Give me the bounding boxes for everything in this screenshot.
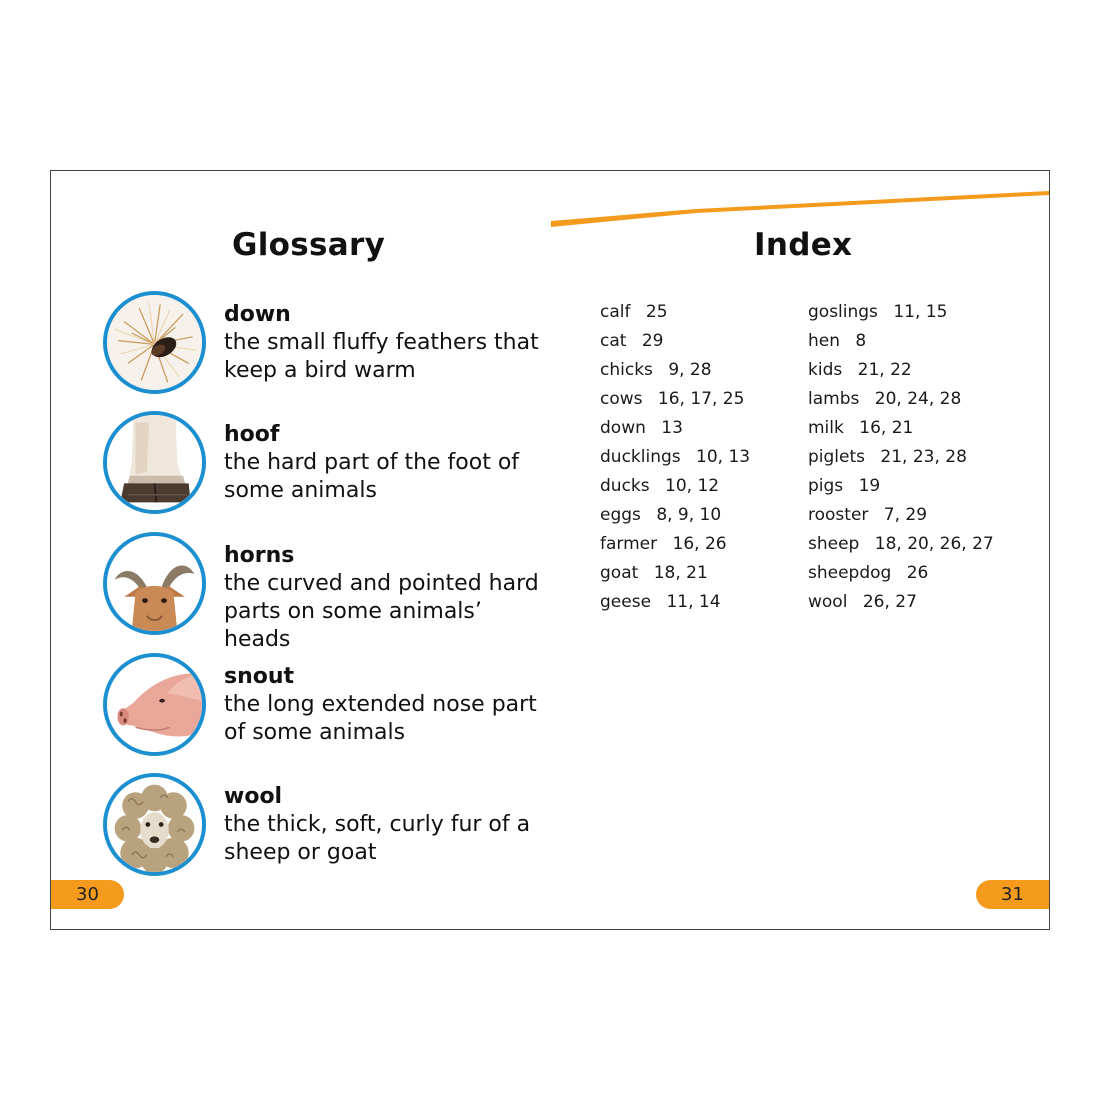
index-entry: kids 21, 22 [808, 360, 912, 380]
index-entry: goat 18, 21 [600, 563, 708, 583]
pig-snout-image [103, 653, 206, 756]
sheep-wool-image [103, 773, 206, 876]
index-entry: rooster 7, 29 [808, 505, 928, 525]
index-entry: geese 11, 14 [600, 592, 721, 612]
glossary-definition: the thick, soft, curly fur of a sheep or goat [224, 812, 531, 865]
glossary-term: snout [224, 664, 295, 689]
hoof-image [103, 411, 206, 514]
index-entry: cat 29 [600, 331, 664, 351]
index-entry: sheep 18, 20, 26, 27 [808, 534, 994, 554]
index-entry: hen 8 [808, 331, 867, 351]
book-spread [50, 170, 1050, 930]
index-entry: down 13 [600, 418, 683, 438]
index-entry: calf 25 [600, 302, 668, 322]
down-feather-image [103, 291, 206, 394]
index-title: Index [754, 227, 853, 263]
glossary-definition: the hard part of the foot of some animals [224, 450, 520, 503]
index-entry: sheepdog 26 [808, 563, 929, 583]
index-entry: farmer 16, 26 [600, 534, 727, 554]
index-entry: eggs 8, 9, 10 [600, 505, 722, 525]
index-entry: ducks 10, 12 [600, 476, 720, 496]
page-number-left: 30 [51, 880, 124, 909]
goat-horns-image [103, 532, 206, 635]
index-entry: lambs 20, 24, 28 [808, 389, 962, 409]
index-entry: milk 16, 21 [808, 418, 914, 438]
glossary-definition: the long extended nose part of some animals [224, 692, 537, 745]
glossary-definition: the small fluffy feathers that keep a bird warm [224, 330, 539, 383]
glossary-title: Glossary [232, 227, 386, 263]
glossary-term: down [224, 302, 291, 327]
index-entry: pigs 19 [808, 476, 881, 496]
index-column-right [808, 298, 994, 617]
page-number-right: 31 [976, 880, 1049, 909]
index-entry: cows 16, 17, 25 [600, 389, 745, 409]
index-entry: chicks 9, 28 [600, 360, 712, 380]
index-column-left [600, 298, 750, 617]
glossary-term: wool [224, 784, 283, 809]
index-entry: goslings 11, 15 [808, 302, 948, 322]
index-entry: ducklings 10, 13 [600, 447, 751, 467]
glossary-term: horns [224, 543, 295, 568]
glossary-term: hoof [224, 422, 280, 447]
orange-accent-stripe [51, 171, 1049, 231]
index-entry: piglets 21, 23, 28 [808, 447, 967, 467]
glossary-definition: the curved and pointed hard parts on some animals’ heads [224, 571, 539, 652]
index-entry: wool 26, 27 [808, 592, 917, 612]
